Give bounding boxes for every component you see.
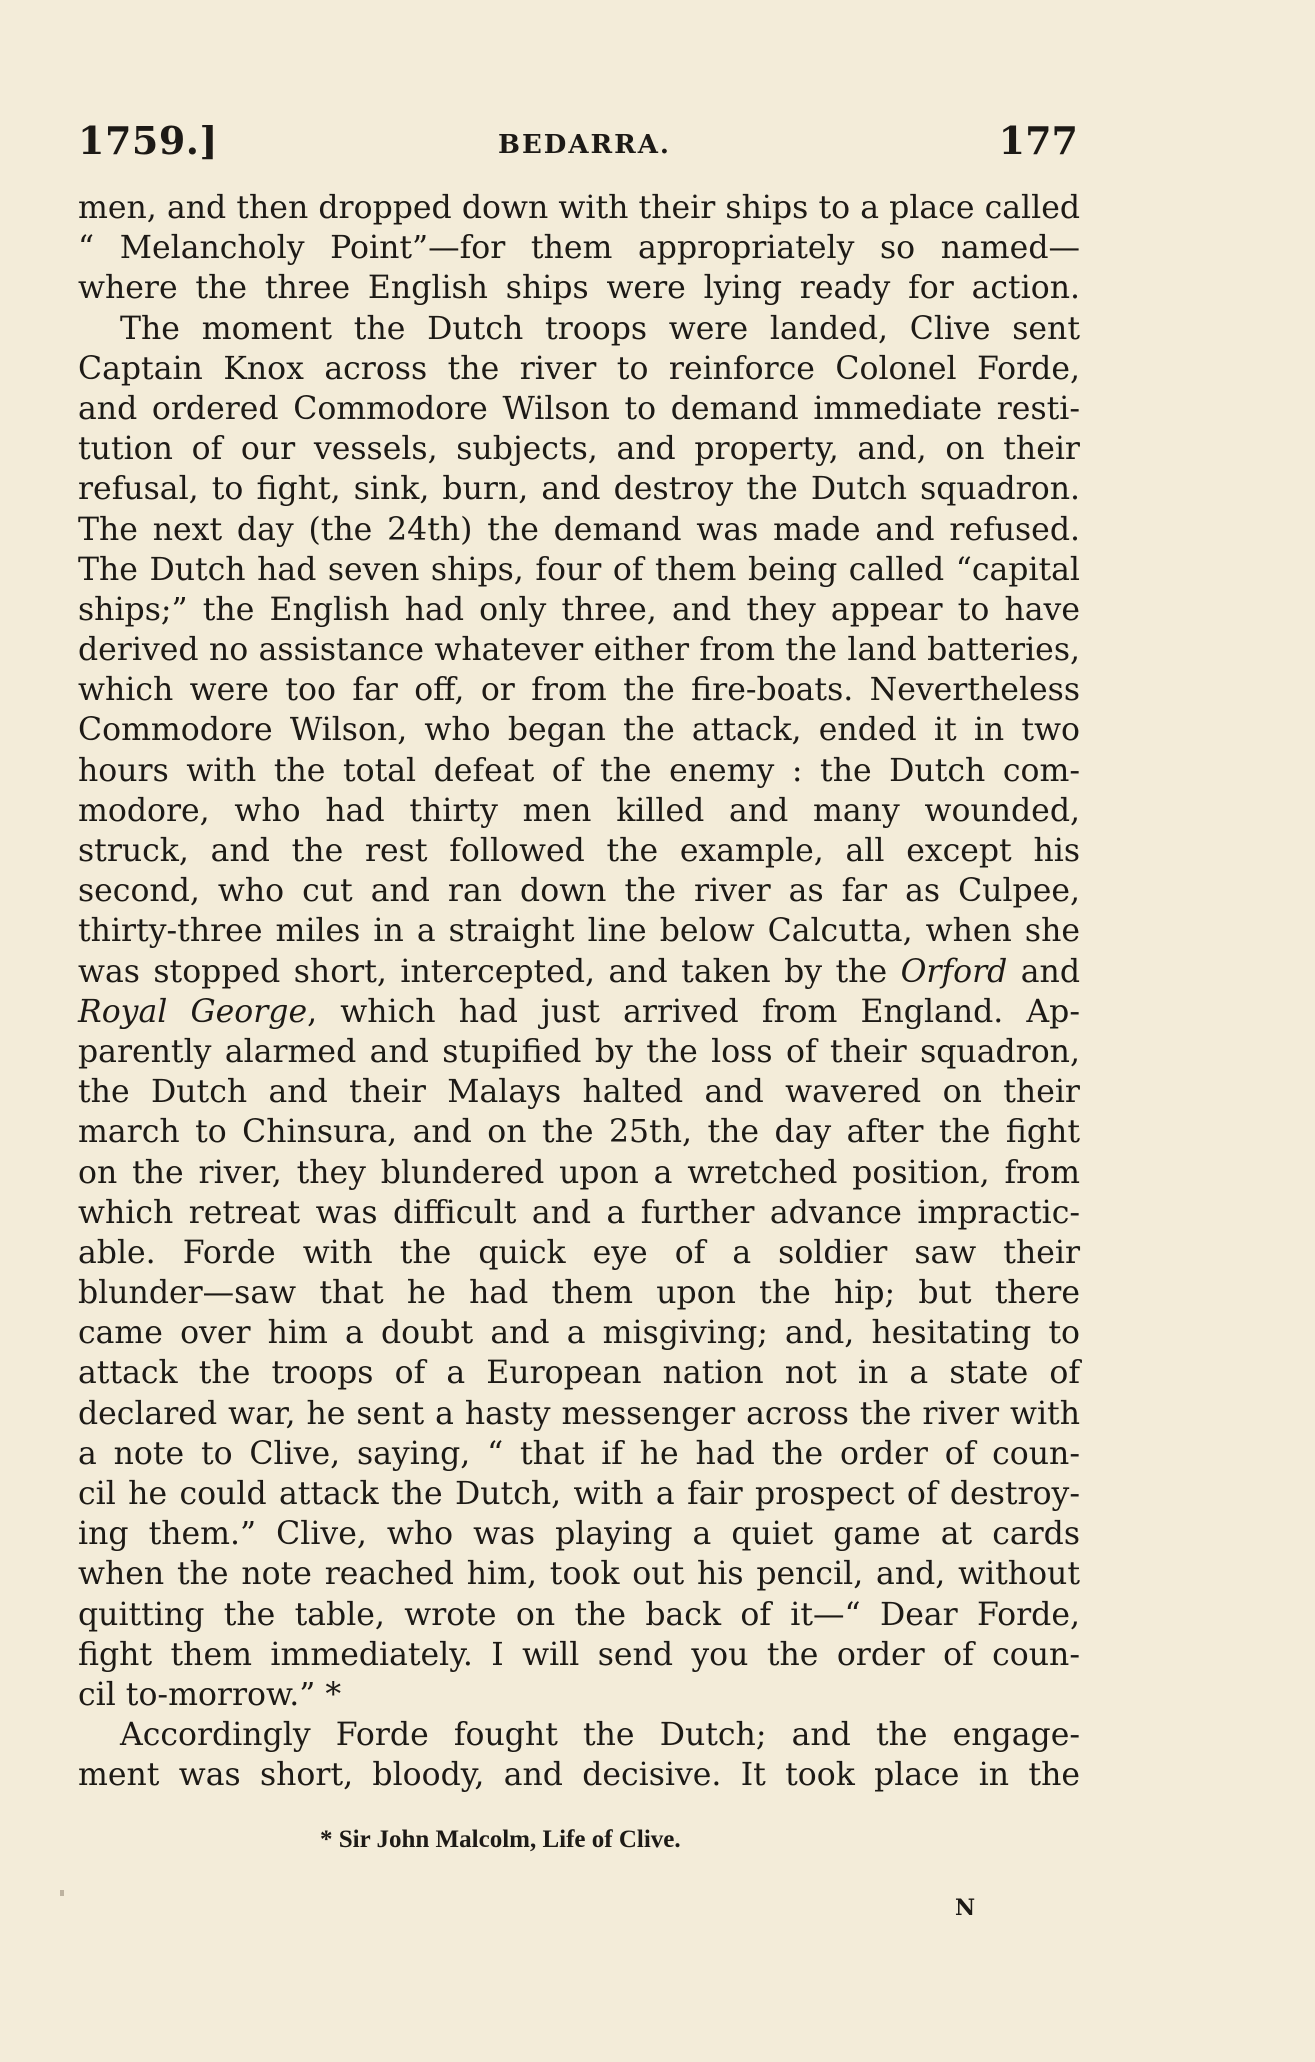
text-line: on the river, they blundered upon a wretched position, from — [78, 1154, 1080, 1191]
text-line: The next day (the 24th) the demand was made and refused. — [78, 511, 1080, 548]
text-line: refusal, to fight, sink, burn, and destroy the Dutch squadron. — [78, 471, 1080, 508]
text-line: blunder—saw that he had them upon the hip; but there — [78, 1275, 1080, 1312]
text-line: thirty-three miles in a straight line below Calcutta, when she — [78, 913, 1080, 950]
paragraph — [78, 1715, 1080, 1795]
text-line: which were too far off, or from the fire-boats. Nevertheless — [78, 672, 1080, 709]
text-line: quitting the table, wrote on the back of it—“ Dear Forde, — [78, 1596, 1080, 1633]
text-line: Royal George, which had just arrived from England. Ap- — [78, 993, 1080, 1030]
margin-mark — [60, 1890, 64, 1896]
body-text — [78, 188, 1080, 1796]
paragraph — [78, 309, 1080, 1716]
text-line: struck, and the rest followed the example, all except his — [78, 833, 1080, 869]
text-line: when the note reached him, took out his pencil, and, without — [78, 1556, 1080, 1593]
text-line: parently alarmed and stupified by the loss of their squadron, — [78, 1033, 1080, 1070]
page-number: 177 — [998, 118, 1078, 163]
text-line: cil to-morrow.” * — [78, 1676, 342, 1713]
text-line: where the three English ships were lying ready for action. — [78, 270, 1080, 307]
text-line: The Dutch had seven ships, four of them being called “capital — [78, 551, 1080, 588]
text-line: ships;” the English had only three, and they appear to have — [78, 591, 1080, 628]
text-line: Accordingly Forde fought the Dutch; and the engage- — [120, 1717, 1080, 1754]
text-line: hours with the total defeat of the enemy : the Dutch com- — [78, 752, 1080, 789]
text-line: The moment the Dutch troops were landed, Clive sent — [120, 310, 1080, 347]
text-line: ing them.” Clive, who was playing a quiet game at cards — [78, 1516, 1080, 1553]
text-line: was stopped short, intercepted, and taken by the Orford and — [78, 953, 1080, 990]
text-line: came over him a doubt and a misgiving; and, hesitating to — [78, 1315, 1080, 1352]
footnote: * Sir John Malcolm, Life of Clive. — [320, 1826, 681, 1853]
text-line: able. Forde with the quick eye of a soldier saw their — [78, 1234, 1080, 1271]
text-line: modore, who had thirty men killed and many wounded, — [78, 792, 1080, 829]
text-line: a note to Clive, saying, “ that if he had the order of coun- — [78, 1435, 1080, 1472]
text-line: tution of our vessels, subjects, and property, and, on their — [78, 431, 1080, 468]
signature-mark: N — [955, 1895, 976, 1921]
ship-name: Royal George — [78, 993, 308, 1030]
text-line: fight them immediately. I will send you the order of coun- — [78, 1636, 1080, 1673]
header-title: BEDARRA. — [498, 130, 671, 160]
text-line: Captain Knox across the river to reinforce Colonel Forde, — [78, 350, 1080, 387]
text-line: declared war, he sent a hasty messenger across the river with — [78, 1395, 1080, 1432]
text-line: which retreat was difficult and a further advance impractic- — [78, 1194, 1080, 1231]
text-line: derived no assistance whatever either from the land batteries, — [78, 632, 1080, 669]
text-line: ment was short, bloody, and decisive. It took place in the — [78, 1757, 1080, 1794]
paragraph — [78, 188, 1080, 309]
running-header — [78, 118, 1078, 166]
ship-name: Orford — [900, 953, 1008, 990]
text-line: the Dutch and their Malays halted and wavered on their — [78, 1074, 1080, 1111]
text-line: cil he could attack the Dutch, with a fair prospect of destroy- — [78, 1476, 1080, 1512]
text-line: men, and then dropped down with their ships to a place called — [78, 190, 1080, 226]
text-line: march to Chinsura, and on the 25th, the day after the fight — [78, 1114, 1080, 1151]
header-year: 1759.] — [78, 118, 218, 163]
text-line: second, who cut and ran down the river as far as Culpee, — [78, 873, 1080, 910]
text-line: and ordered Commodore Wilson to demand immediate resti- — [78, 390, 1080, 427]
text-line: attack the troops of a European nation not in a state of — [78, 1355, 1080, 1392]
text-line: Commodore Wilson, who began the attack, ended it in two — [78, 712, 1080, 749]
text-line: “ Melancholy Point”—for them appropriately so named— — [78, 230, 1080, 267]
